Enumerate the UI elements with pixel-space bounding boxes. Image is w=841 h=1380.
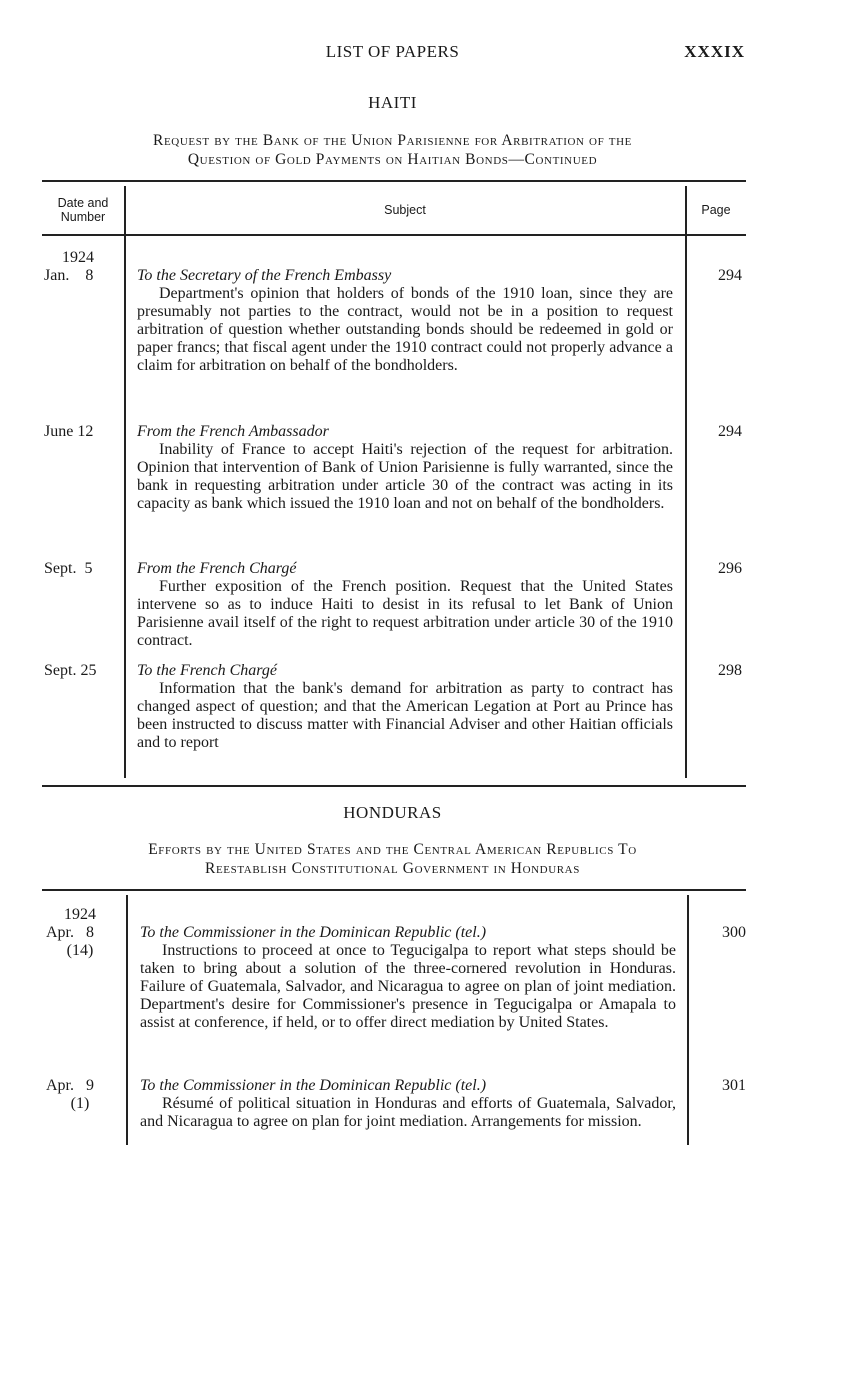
entry-date-block [46,924,114,960]
section-title-honduras: HONDURAS [343,803,442,822]
entry-date-block [46,1077,114,1113]
entry-heading: To the Commissioner in the Dominican Republic [140,924,452,941]
column-header-page: Page [701,203,731,217]
column-divider [687,895,689,1145]
entry-heading: To the Secretary of the French Embassy [137,267,392,284]
entry-date: Jan. 8 [44,267,94,284]
entry-summary: Inability of France to accept Haiti's rejection of the request for arbitration. Opinion that intervention of Bank of Union Parisienne is fully warranted, since the bank in requesting arbitration under article 30 of the contract was acting in its capacity as bank which issued the 1910 loan and not on behalf of the bondholders. [137,441,673,512]
running-title: LIST OF PAPERS [325,42,460,61]
section-subtitle-haiti [40,131,745,169]
entry-number: (1) [70,1095,90,1112]
entry-date: Apr. 8 [46,924,94,941]
entry-subject [137,662,673,752]
entry-summary: Résumé of political situation in Honduras and efforts of Guatemala, Salvador, and Nicaragua to agree on plan for joint mediation. Arrangements for mission. [140,1095,676,1130]
entry-heading-line [140,1077,676,1095]
entry-date: Apr. 9 [46,1077,94,1094]
entry-page: 301 [722,1077,746,1094]
header-bottom-rule [42,234,746,236]
entry-heading: From the French Ambassador [137,423,329,440]
subtitle-line: Reestablish Constitutional Government in Honduras [205,860,580,877]
subtitle-line: Question of Gold Payments on Haitian Bonds—Continued [187,151,598,168]
entry-summary: Information that the bank's demand for arbitration as party to contract has changed aspect of question; and that the American Legation at Port au Prince has been instructed to discuss matter with Financial Adviser and other Haitian officials and to report [137,680,673,751]
entry-summary: Instructions to proceed at once to Tegucigalpa to report what steps should be taken to bring about a solution of the three-cornered revolution in Honduras. Failure of Guatemala, Salvador, and Nicaragua to agree on plan of joint mediation. Department's desire for Commissioner's presence in Tegucigalpa or Amapala to assist at conference, if held, or to offer direct mediation by United States. [140,942,676,1031]
table-top-rule [42,180,746,182]
year-label [46,906,114,924]
entry-page: 296 [718,560,742,577]
column-header-subject: Subject [384,203,426,217]
entry-heading-line [140,924,676,942]
column-header-date: Date and Number [57,196,109,224]
entry-subject [137,267,673,375]
entry-subject [140,1077,676,1131]
table-bottom-rule [42,785,746,787]
entry-summary: Further exposition of the French position. Request that the United States intervene so as to induce Haiti to desist in its refusal to let Bank of Union Parisienne avail itself of the right to request arbitration under article 30 of the 1910 contract. [137,578,673,649]
entry-number: (14) [66,942,94,959]
year-label [44,249,112,267]
entry-heading-suffix: (tel.) [455,924,487,941]
page-number: XXXIX [684,42,745,61]
entry-heading-suffix: (tel.) [455,1077,487,1094]
entry-summary: Department's opinion that holders of bonds of the 1910 loan, since they are presumably not parties to the contract, would not be in a position to request arbitration of question whether outstanding bonds should be redeemed in gold or paper francs; that fiscal agent under the 1910 contract could not properly advance a claim for arbitration on behalf of the bondholders. [137,285,673,374]
page-header [40,42,745,66]
entry-heading: To the French Chargé [137,662,277,679]
entry-subject [137,423,673,513]
entry-date: Sept. 25 [44,662,97,679]
year: 1924 [64,906,96,923]
section-subtitle-honduras [40,840,745,878]
subtitle-line: Request by the Bank of the Union Parisienne for Arbitration of the [153,132,632,149]
entry-page: 300 [722,924,746,941]
column-divider [126,895,128,1145]
entry-subject [137,560,673,650]
entry-date: June 12 [44,423,94,440]
column-divider [124,186,126,778]
entry-date: Sept. 5 [44,560,93,577]
entry-page: 298 [718,662,742,679]
column-divider [685,186,687,778]
entry-heading: From the French Chargé [137,560,297,577]
table-top-rule [42,889,746,891]
entry-page: 294 [718,423,742,440]
section-title-haiti: HAITI [368,93,417,112]
entry-subject [140,924,676,1032]
subtitle-line: Efforts by the United States and the Central American Republics To [148,841,637,858]
year: 1924 [62,249,94,266]
entry-heading: To the Commissioner in the Dominican Republic [140,1077,452,1094]
entry-page: 294 [718,267,742,284]
